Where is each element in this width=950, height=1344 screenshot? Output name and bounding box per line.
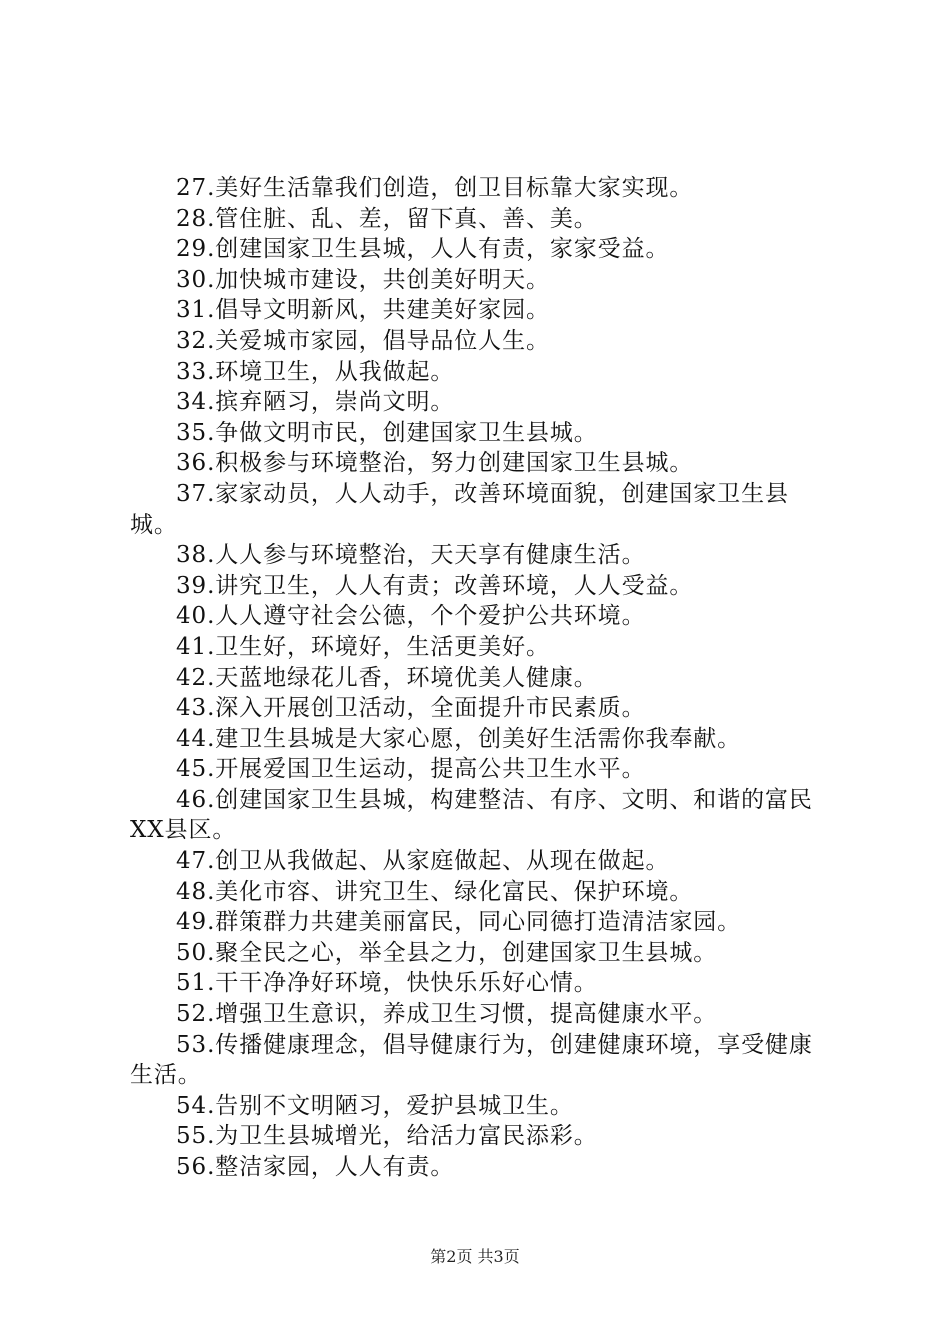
list-item: 39.讲究卫生，人人有责；改善环境，人人受益。 (176, 572, 694, 599)
list-item: 32.关爱城市家园，倡导品位人生。 (176, 327, 550, 354)
list-item: 40.人人遵守社会公德，个个爱护公共环境。 (176, 603, 646, 630)
list-item: 31.倡导文明新风，共建美好家园。 (176, 297, 550, 324)
list-item: 28.管住脏、乱、差，留下真、善、美。 (176, 205, 598, 232)
list-item: 36.积极参与环境整治，努力创建国家卫生县城。 (176, 450, 694, 477)
list-item: 42.天蓝地绿花儿香，环境优美人健康。 (176, 664, 598, 691)
list-item: 45.开展爱国卫生运动，提高公共卫生水平。 (176, 756, 646, 783)
list-item: 50.聚全民之心，举全县之力，创建国家卫生县城。 (176, 939, 718, 966)
list-item: 47.创卫从我做起、从家庭做起、从现在做起。 (176, 848, 670, 875)
list-item: 51.干干净净好环境，快快乐乐好心情。 (176, 970, 598, 997)
slogan-list (130, 173, 830, 1183)
list-item: 27.美好生活靠我们创造，创卫目标靠大家实现。 (176, 175, 694, 201)
list-item: 35.争做文明市民，创建国家卫生县城。 (176, 419, 598, 446)
list-item: 49.群策群力共建美丽富民，同心同德打造清洁家园。 (176, 909, 742, 936)
list-item: 38.人人参与环境整治，天天享有健康生活。 (176, 542, 646, 569)
list-item: 48.美化市容、讲究卫生、绿化富民、保护环境。 (176, 878, 694, 905)
list-item: 29.创建国家卫生县城，人人有责，家家受益。 (176, 236, 670, 263)
list-item: 52.增强卫生意识，养成卫生习惯，提高健康水平。 (176, 1001, 718, 1028)
list-item: 53.传播健康理念，倡导健康行为，创建健康环境，享受健康生活。 (130, 1031, 813, 1089)
list-item: 33.环境卫生，从我做起。 (176, 358, 455, 385)
list-item: 54.告别不文明陋习，爱护县城卫生。 (176, 1092, 574, 1119)
list-item: 41.卫生好，环境好，生活更美好。 (176, 633, 550, 660)
list-item: 56.整洁家园，人人有责。 (176, 1154, 455, 1180)
list-item: 46.创建国家卫生县城，构建整洁、有序、文明、和谐的富民XX县区。 (130, 786, 813, 844)
list-item: 43.深入开展创卫活动，全面提升市民素质。 (176, 695, 646, 722)
list-item: 34.摈弃陋习，崇尚文明。 (176, 389, 455, 416)
list-item: 30.加快城市建设，共创美好明天。 (176, 266, 550, 293)
list-item: 44.建卫生县城是大家心愿，创美好生活需你我奉献。 (176, 725, 742, 752)
page-number-footer: 第2页 共3页 (430, 1247, 520, 1266)
list-item: 55.为卫生县城增光，给活力富民添彩。 (176, 1123, 598, 1150)
list-item: 37.家家动员，人人动手，改善环境面貌，创建国家卫生县城。 (130, 480, 789, 538)
